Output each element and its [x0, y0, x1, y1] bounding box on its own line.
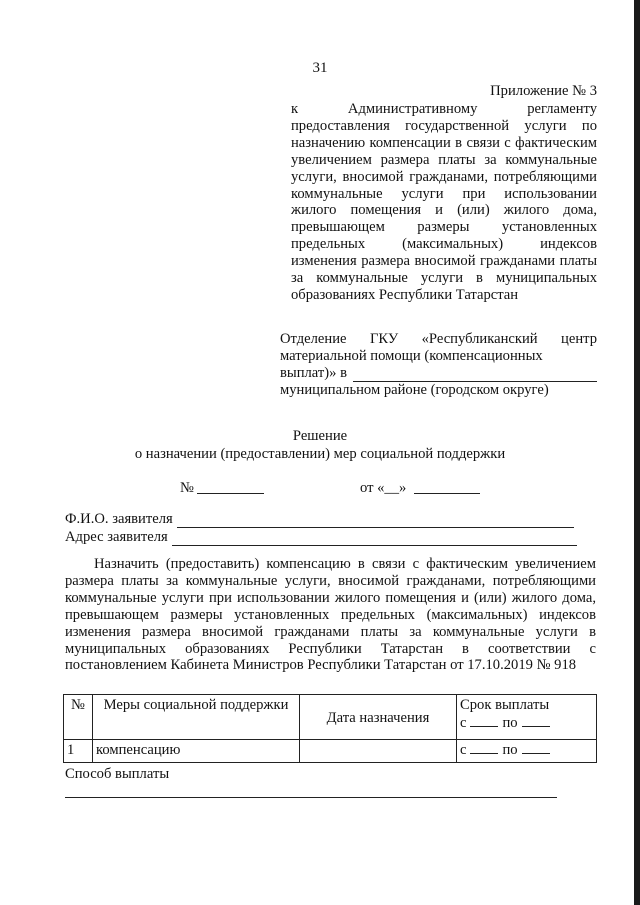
- header-from-blank[interactable]: [470, 714, 498, 727]
- applicant-address-blank[interactable]: [172, 532, 577, 546]
- payment-method-label: Способ выплаты: [65, 766, 170, 782]
- measures-table: [63, 694, 597, 763]
- applicant-name-blank[interactable]: [177, 514, 574, 528]
- applicant-name-row: [65, 511, 574, 528]
- header-period: [457, 695, 597, 740]
- row-period-to: по: [502, 742, 518, 758]
- department-block: [280, 331, 597, 399]
- row-to-blank[interactable]: [522, 741, 550, 754]
- row-date[interactable]: [300, 740, 457, 763]
- header-to-blank[interactable]: [522, 714, 550, 727]
- department-line-1: Отделение ГКУ «Республиканский центр материальной помощи (компенсационных: [280, 331, 597, 364]
- decision-date-label: от «__»: [360, 480, 407, 496]
- header-period-title: Срок выплаты: [460, 697, 550, 713]
- decision-date-blank[interactable]: [414, 493, 480, 494]
- department-district-blank[interactable]: [353, 368, 597, 382]
- annex-title: Приложение № 3: [490, 83, 597, 99]
- decision-number-row: [0, 480, 640, 500]
- row-from-blank[interactable]: [470, 741, 498, 754]
- department-line-2: [280, 365, 597, 382]
- applicant-address-row: [65, 529, 577, 546]
- header-period-range: [460, 714, 593, 732]
- row-period: [457, 740, 597, 763]
- applicant-name-label: Ф.И.О. заявителя: [65, 511, 173, 527]
- payment-method-blank[interactable]: [65, 797, 557, 798]
- header-date: Дата назначения: [300, 695, 457, 740]
- page-number: 31: [312, 60, 328, 76]
- decision-main-text: Назначить (предоставить) компенсацию в связи с фактическим увеличением размера платы за коммунальные услуги, вносимой гражданами, потребляющими коммунальные услуги при использовании жилого помещения и (или) жилого дома, превышающем размеры установленных предельных (максимальных) индексов изменения размера вносимой гражданами платы за коммунальные услуги в муниципальных образованиях Республики Татарстан в соответствии с постановлением Кабинета Министров Республики Татарстан от 17.10.2019 № 918: [65, 556, 596, 674]
- decision-number-label: №: [180, 480, 194, 496]
- annex-body: к Административному регламенту предоставления государственной услуги по назначению компенсации в связи с фактическим увеличением размера платы за коммунальные услуги, вносимой гражданами, потребляющими коммунальные услуги при использовании жилого помещения и (или) жилого дома, превышающем размеры установленных предельных (максимальных) индексов изменения размера вносимой гражданами платы за коммунальные услуги в муниципальных образованиях Республики Татарстан: [291, 101, 597, 303]
- row-no: 1: [64, 740, 93, 763]
- row-period-from: с: [460, 742, 467, 758]
- decision-number-blank[interactable]: [197, 493, 264, 494]
- department-line-2-text: выплат)» в: [280, 364, 347, 381]
- header-no: №: [64, 695, 93, 740]
- applicant-address-label: Адрес заявителя: [65, 529, 168, 545]
- row-measure: компенсацию: [93, 740, 300, 763]
- header-measure: Меры социальной поддержки: [93, 695, 300, 740]
- decision-subtitle: о назначении (предоставлении) мер социальной поддержки: [134, 446, 506, 462]
- decision-title: Решение: [292, 428, 348, 444]
- header-period-from: с: [460, 714, 467, 731]
- department-line-3: муниципальном районе (городском округе): [280, 381, 549, 398]
- table-header-row: [64, 695, 597, 740]
- table-row: [64, 740, 597, 763]
- header-period-to: по: [502, 714, 518, 731]
